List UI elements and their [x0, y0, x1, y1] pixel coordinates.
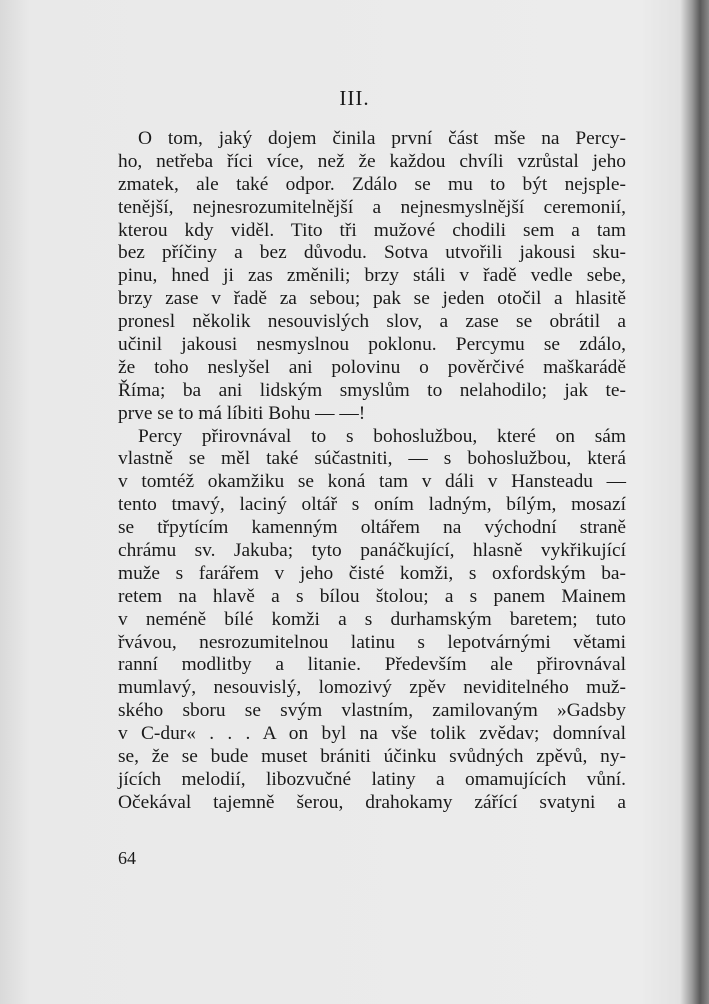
text-line: se, že se bude muset brániti účinku svůdných zpěvů, ny- [118, 746, 626, 768]
text-line: jících melodií, libozvučné latiny a omamujících vůní. [118, 768, 626, 790]
text-line: že toho neslyšel ani polovinu o pověrčivé maškarádě [118, 356, 626, 378]
text-line: mumlavý, nesouvislý, lomozivý zpěv neviditelného muž- [118, 677, 626, 699]
text-line: v C-dur« . . . A on byl na vše tolik zvědav; domníval [118, 723, 626, 745]
text-line: O tom, jaký dojem činila první část mše na Percy- [138, 128, 626, 149]
text-line: vlastně se měl také súčastniti, — s bohoslužbou, která [118, 448, 626, 470]
text-line: pinu, hned ji zas změnili; brzy stáli v řadě vedle sebe, [118, 265, 626, 287]
text-line: zmatek, ale také odpor. Zdálo se mu to být nejsple- [118, 173, 626, 195]
text-line: kterou kdy viděl. Tito tři mužové chodili sem a tam [118, 219, 626, 241]
text-line: retem na hlavě a s bílou štolou; a s panem Mainem [118, 585, 626, 607]
text-line: ského sboru se svým vlastním, zamilovaným »Gadsby [118, 700, 626, 722]
text-line: pronesl několik nesouvislých slov, a zase se obrátil a [118, 311, 626, 333]
text-line: brzy zase v řadě za sebou; pak se jeden otočil a hlasitě [118, 288, 626, 310]
text-line: chrámu sv. Jakuba; tyto panáčkující, hlasně vykřikující [118, 540, 626, 562]
text-line: Říma; ba ani lidským smyslům to nelahodilo; jak te- [118, 379, 626, 401]
text-line: bez příčiny a bez důvodu. Sotva utvořili jakousi sku- [118, 242, 626, 264]
text-line: v tomtéž okamžiku se koná tam v dáli v Hansteadu — [118, 471, 626, 493]
text-line: se třpytícím kamenným oltářem na východní straně [118, 517, 626, 539]
text-line: řvávou, nesrozumitelnou latinu s lepotvárnými větami [118, 631, 626, 653]
text-line: tenější, nejnesrozumitelnější a nejnesmyslnější ceremonií, [118, 196, 626, 218]
text-line: Percy přirovnával to s bohoslužbou, které on sám [138, 425, 626, 447]
text-line: v neméně bílé komži a s durhamským baretem; tuto [118, 608, 626, 630]
text-line: ranní modlitby a litanie. Především ale přirovnával [118, 654, 626, 676]
paragraph-1 [118, 128, 626, 426]
text-line: ho, netřeba říci více, než že každou chvíli vzrůstal jeho [118, 150, 626, 172]
text-line: tento tmavý, laciný oltář s oním ladným, bílým, mosazí [118, 494, 626, 516]
text-line: učinil jakousi nesmyslnou poklonu. Percymu se zdálo, [118, 334, 626, 356]
text-line: prve se to má líbiti Bohu — —! [118, 402, 366, 424]
page-number: 64 [118, 848, 136, 868]
body-text [118, 128, 626, 815]
chapter-heading: III. [339, 86, 370, 110]
text-line: muže s farářem v jeho čisté komži, s oxfordským ba- [118, 562, 626, 584]
paragraph-2 [118, 426, 626, 815]
text-line: Očekával tajemně šerou, drahokamy zářící svatyni a [118, 791, 626, 813]
